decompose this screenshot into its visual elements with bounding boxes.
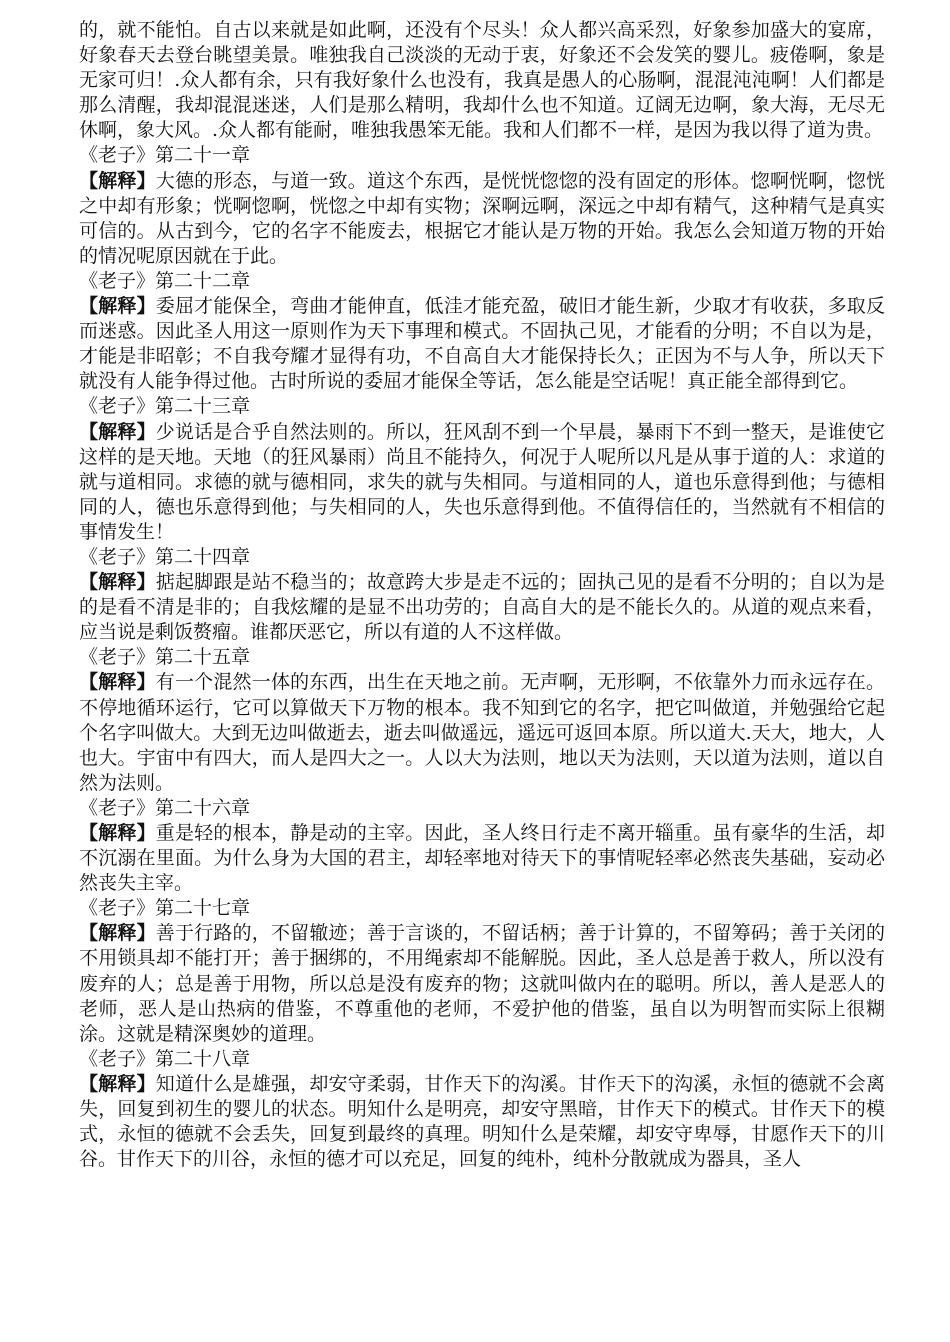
explanation-label: 【解释】 — [79, 169, 156, 192]
explanation-label: 【解释】 — [79, 822, 156, 844]
chapter-title: 《老子》第二十六章 — [79, 796, 251, 819]
chapter-explanation — [79, 420, 885, 545]
chapter-section — [79, 796, 885, 896]
explanation-text: 重是轻的根本，静是动的主宰。因此，圣人终日行走不离开辎重。虽有豪华的生活，却不沉溺在里面。为什么身为大国的君主，却轻率地对待天下的事情呢轻率必然丧失基础，妄动必然丧失主宰。 — [79, 822, 885, 895]
chapter-section — [79, 143, 885, 268]
chapter-title: 《老子》第二十七章 — [79, 897, 251, 920]
explanation-label: 【解释】 — [79, 295, 156, 318]
chapter-explanation — [79, 1072, 885, 1172]
chapter-section — [79, 394, 885, 545]
chapter-title: 《老子》第二十三章 — [79, 395, 251, 418]
lead-paragraph: 的，就不能怕。自古以来就是如此啊，还没有个尽头！众人都兴高采烈，好象参加盛大的宴席，好象春天去登台眺望美景。唯独我自己淡淡的无动于衷，好象还不会发笑的婴儿。疲倦啊，象是无家可归！.众人都有余，只有我好象什么也没有，我真是愚人的心肠啊，混混沌沌啊！人们都是那么清醒，我却混混迷迷，人们是那么精明，我却什么也不知道。辽阔无边啊，象大海，无尽无休啊，象大风。.众人都有能耐，唯独我愚笨无能。我和人们都不一样，是因为我以得了道为贵。 — [79, 19, 885, 142]
explanation-label: 【解释】 — [79, 671, 156, 694]
chapter-explanation — [79, 821, 885, 896]
chapter-section — [79, 896, 885, 1047]
chapter-explanation — [79, 169, 885, 269]
chapter-section — [79, 645, 885, 796]
chapter-explanation — [79, 670, 885, 795]
explanation-label: 【解释】 — [79, 571, 156, 594]
chapter-explanation — [79, 294, 885, 394]
chapter-section — [79, 545, 885, 645]
chapter-title: 《老子》第二十八章 — [79, 1047, 251, 1070]
chapter-title: 《老子》第二十二章 — [79, 269, 251, 292]
chapter-explanation — [79, 921, 885, 1046]
explanation-text: 少说话是合乎自然法则的。所以，狂风刮不到一个早晨，暴雨下不到一整天，是谁使它这样的是天地。天地（的狂风暴雨）尚且不能持久，何况于人呢所以凡是从事于道的人：求道的就与道相同。求德的就与德相同，求失的就与失相同。与道相同的人，道也乐意得到他；与德相同的人，德也乐意得到他；与失相同的人，失也乐意得到他。不值得信任的，当然就有不相信的事情发生！ — [79, 420, 885, 543]
chapter-title: 《老子》第二十四章 — [79, 545, 251, 568]
explanation-text: 委屈才能保全，弯曲才能伸直，低洼才能充盈，破旧才能生新，少取才有收获，多取反而迷惑。因此圣人用这一原则作为天下事理和模式。不固执己见，才能看的分明；不自以为是，才能是非昭彰；不自我夸耀才显得有功，不自高自大才能保持长久；正因为不与人争，所以天下就没有人能争得过他。古时所说的委屈才能保全等话，怎么能是空话呢！真正能全部得到它。 — [79, 295, 885, 393]
chapter-title: 《老子》第二十五章 — [79, 646, 251, 669]
document-page — [79, 18, 885, 1172]
chapter-section — [79, 269, 885, 394]
explanation-text: 掂起脚跟是站不稳当的；故意跨大步是走不远的；固执己见的是看不分明的；自以为是的是看不清是非的；自我炫耀的是显不出功劳的；自高自大的是不能长久的。从道的观点来看，应当说是剩饭赘瘤。谁都厌恶它，所以有道的人不这样做。 — [79, 571, 885, 644]
explanation-text: 有一个混然一体的东西，出生在天地之前。无声啊，无形啊，不依靠外力而永远存在。不停地循环运行，它可以算做天下万物的根本。我不知到它的名字，把它叫做道，并勉强给它起个名字叫做大。大到无边叫做逝去，逝去叫做遥远，遥远可返回本原。所以道大.天大，地大，人也大。宇宙中有四大，而人是四大之一。人以大为法则，地以天为法则，天以道为法则，道以自然为法则。 — [79, 671, 885, 794]
chapter-explanation — [79, 570, 885, 645]
explanation-label: 【解释】 — [79, 922, 156, 945]
explanation-text: 知道什么是雄强，却安守柔弱，甘作天下的沟溪。甘作天下的沟溪，永恒的德就不会离失，回复到初生的婴儿的状态。明知什么是明亮，却安守黑暗，甘作天下的模式。甘作天下的模式，永恒的德就不会丢失，回复到最终的真理。明知什么是荣耀，却安守卑辱，甘愿作天下的川谷。甘作天下的川谷，永恒的德才可以充足，回复的纯朴，纯朴分散就成为器具，圣人 — [79, 1072, 885, 1171]
explanation-label: 【解释】 — [79, 1072, 156, 1095]
chapter-section — [79, 1047, 885, 1172]
explanation-label: 【解释】 — [79, 420, 156, 443]
chapter-title: 《老子》第二十一章 — [79, 144, 251, 167]
explanation-text: 善于行路的，不留辙迹；善于言谈的，不留话柄；善于计算的，不留筹码；善于关闭的不用锁具却不能打开；善于捆绑的，不用绳索却不能解脱。因此，圣人总是善于救人，所以没有废弃的人；总是善于用物，所以总是没有废弃的物；这就叫做内在的聪明。所以，善人是恶人的老师，恶人是山热病的借鉴，不尊重他的老师，不爱护他的借鉴，虽自以为明智而实际上很糊涂。这就是精深奥妙的道理。 — [79, 922, 885, 1045]
explanation-text: 大德的形态，与道一致。道这个东西，是恍恍惚惚的没有固定的形体。惚啊恍啊，惚恍之中却有形象；恍啊惚啊，恍惚之中却有实物；深啊远啊，深远之中却有精气，这种精气是真实可信的。从古到今，它的名字不能废去，根据它才能认是万物的开始。我怎么会知道万物的开始的情况呢原因就在于此。 — [79, 169, 885, 267]
